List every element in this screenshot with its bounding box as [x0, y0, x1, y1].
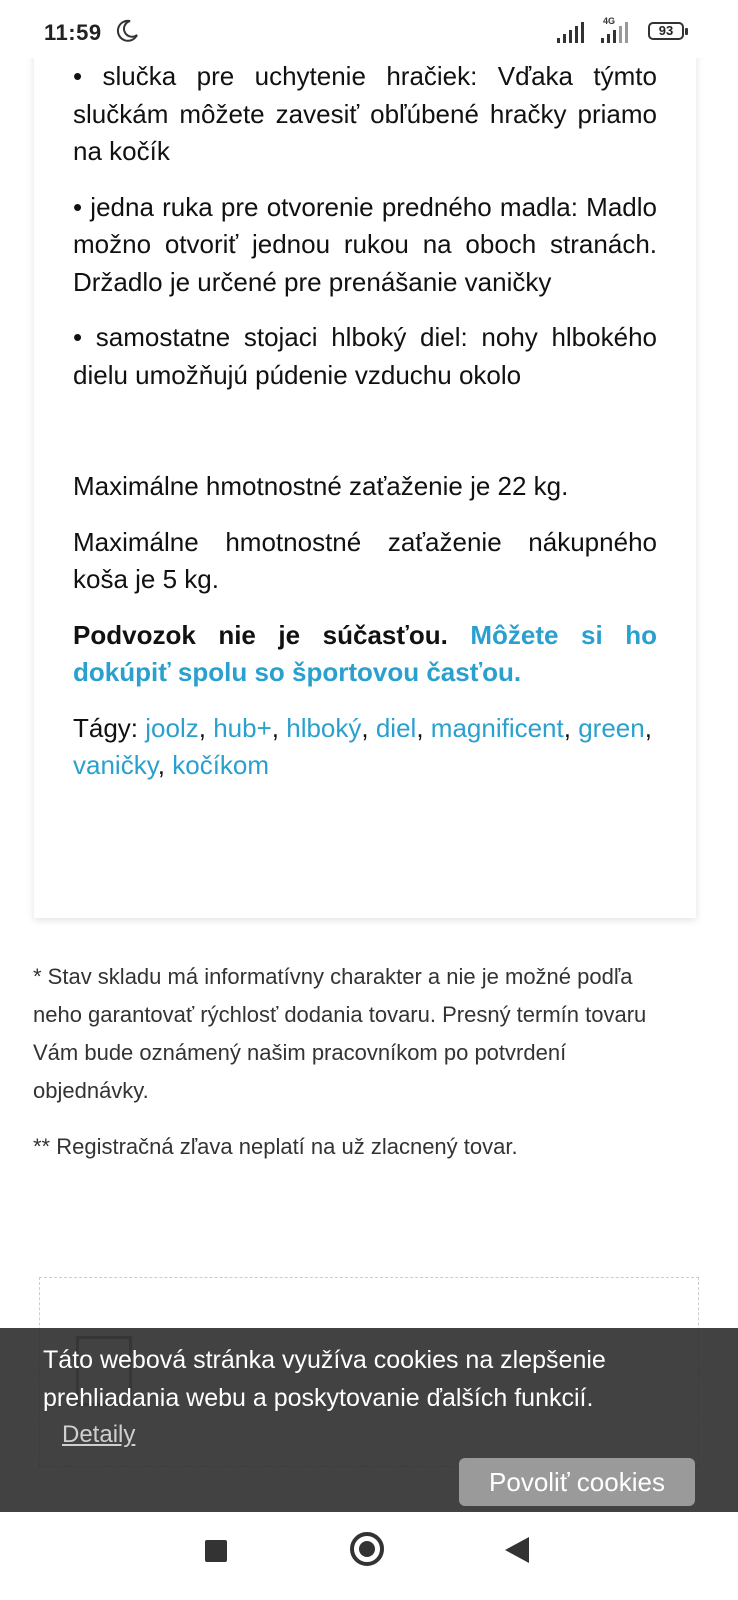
footnotes	[33, 958, 673, 1184]
network-label: 4G	[603, 16, 616, 26]
tag-link[interactable]: kočíkom	[172, 750, 270, 780]
tag-link[interactable]: hub+	[213, 712, 272, 743]
signal-icon-secondary	[600, 22, 630, 44]
discount-note: ** Registračná zľava neplatí na už zlacnený tovar.	[33, 1134, 518, 1159]
battery-level: 93	[658, 23, 674, 38]
chassis-bold-text: Podvozok nie je súčasťou.	[73, 619, 448, 650]
cookie-details-link[interactable]: Detaily	[62, 1421, 136, 1448]
tag-link[interactable]: joolz	[145, 712, 199, 743]
signal-icon	[556, 22, 586, 44]
tag-link[interactable]: diel	[375, 712, 417, 743]
triangle-back-icon[interactable]	[505, 1537, 529, 1563]
tag-link[interactable]: hlboký	[286, 712, 362, 743]
status-bar	[0, 0, 738, 58]
feature-toy-loops: • slučka pre uchytenie hračiek: Vďaka týmto slučkám môžete zavesiť obľúbené hračky priamo na kočík	[73, 61, 657, 166]
feature-standalone-bassinet: • samostatne stojaci hlboký diel: nohy hlbokého dielu umožňujú púdenie vzduchu okolo	[73, 322, 657, 390]
stock-note: * Stav skladu má informatívny charakter a nie je možné podľa neho garantovať rýchlosť dodania tovaru. Presný termín tovaru Vám bude oznámený našim pracovníkom po potvrdení objednávky.	[33, 964, 647, 1103]
tag-link[interactable]: vaničky	[73, 750, 158, 780]
cookie-banner	[0, 1328, 738, 1512]
product-description-card	[34, 30, 696, 918]
navigation-bar	[0, 1512, 738, 1600]
tags-label: Tágy:	[73, 712, 139, 743]
status-time: 11:59	[44, 20, 102, 45]
chassis-note	[73, 617, 657, 692]
tag-link[interactable]: green	[578, 712, 645, 743]
circle-icon[interactable]	[350, 1532, 384, 1566]
max-basket-load-text: Maximálne hmotnostné zaťaženie nákupného koša je 5 kg.	[73, 526, 657, 594]
tag-link[interactable]: magnificent	[430, 712, 564, 743]
max-load-text: Maximálne hmotnostné zaťaženie je 22 kg.	[73, 471, 569, 501]
moon-icon	[114, 18, 140, 44]
allow-cookies-button[interactable]: Povoliť cookies	[459, 1458, 695, 1506]
tags-line: Tágy: joolz, hub+, hlboký, diel, magnificent, green, vaničky, kočíkom	[73, 712, 652, 780]
battery-icon	[648, 22, 688, 42]
feature-handle: • jedna ruka pre otvorenie predného madla: Madlo možno otvoriť jednou rukou na oboch stranách. Držadlo je určené pre prenášanie vaničky	[73, 191, 657, 297]
square-icon[interactable]	[205, 1540, 227, 1562]
cookie-message: Táto webová stránka využíva cookies na zlepšenie prehliadania webu a poskytovanie ďalších funkcií.	[43, 1346, 606, 1412]
chassis-link[interactable]: Môžete si ho dokúpiť spolu so športovou časťou.	[73, 619, 657, 687]
